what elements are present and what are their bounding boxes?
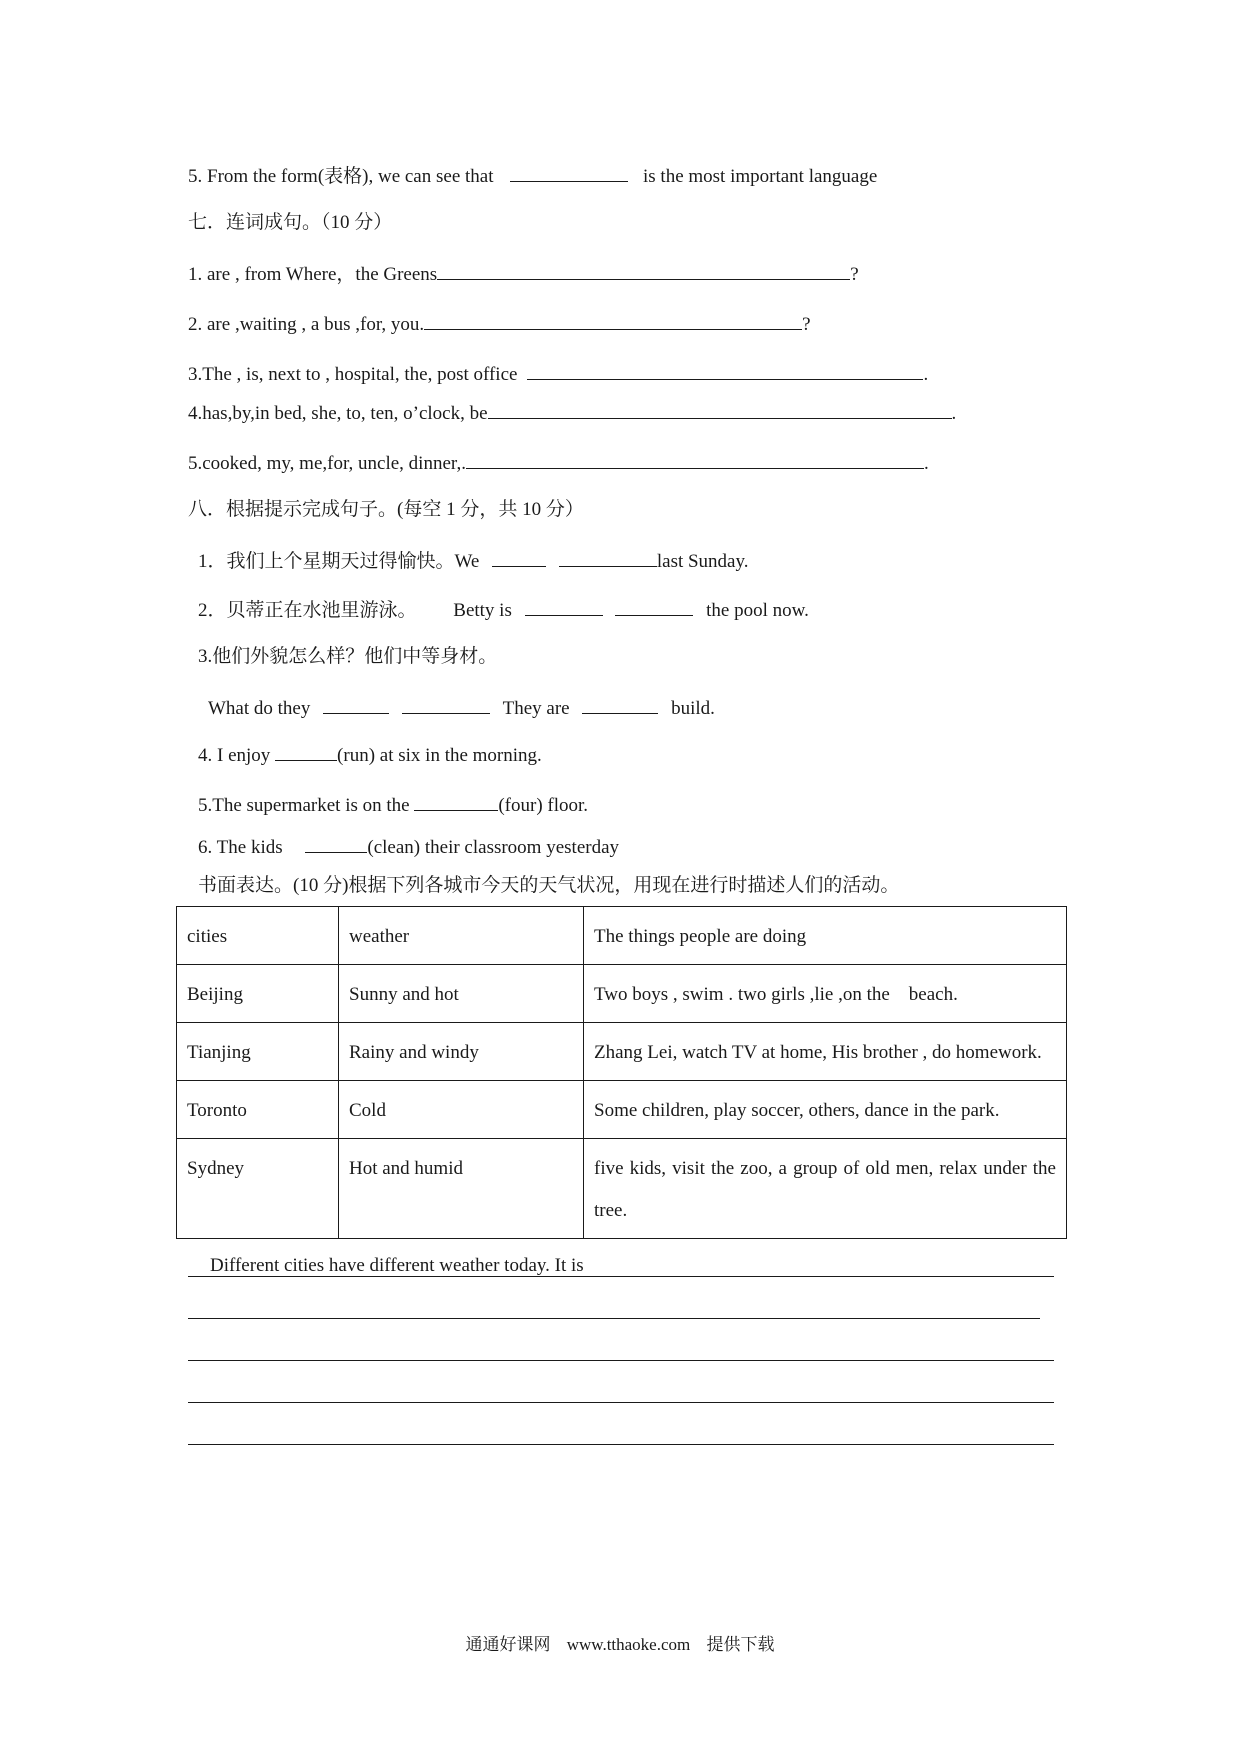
- answer-blank[interactable]: [510, 163, 628, 182]
- s8-item-3-cn: 3.他们外貌怎么样？他们中等身材。: [198, 646, 498, 667]
- s8-item-2: [198, 597, 809, 623]
- answer-blank[interactable]: [488, 400, 952, 419]
- table-row: [177, 965, 1067, 1023]
- s8-item-2-en-start: Betty is: [453, 600, 512, 621]
- s8-item-5: [198, 792, 588, 818]
- answer-blank[interactable]: [525, 597, 603, 616]
- writing-line-5[interactable]: [188, 1444, 1054, 1445]
- table-cell: Toronto: [177, 1081, 339, 1139]
- s8-item-4-pre: 4. I enjoy: [198, 745, 271, 766]
- s8-item-5-pre: 5.The supermarket is on the: [198, 795, 410, 816]
- answer-blank[interactable]: [437, 261, 850, 280]
- footer-site-name: 通通好课网: [465, 1635, 551, 1654]
- s7-item-4: [188, 400, 956, 426]
- s8-item-2-en-end: the pool now.: [706, 600, 809, 621]
- weather-table: [176, 906, 1067, 1239]
- q6-item-5: [188, 163, 877, 189]
- answer-blank[interactable]: [424, 311, 802, 330]
- s7-item-3-text: 3.The , is, next to , hospital, the, post office: [188, 364, 518, 385]
- writing-line-3[interactable]: [188, 1360, 1054, 1361]
- writing-line-4[interactable]: [188, 1402, 1054, 1403]
- s8-item-3-en: [208, 695, 715, 721]
- answer-blank[interactable]: [323, 695, 389, 714]
- s8-item-6-pre: 6. The kids: [198, 837, 283, 858]
- s7-item-2: [188, 311, 811, 337]
- s7-item-5: [188, 450, 929, 476]
- s8-item-6: [198, 834, 619, 860]
- s8-item-1-en-end: last Sunday.: [656, 551, 749, 572]
- writing-starter: Different cities have different weather today. It is: [210, 1255, 584, 1276]
- q6-item-5-post: is the most important language: [643, 166, 878, 187]
- s7-item-4-end: .: [951, 403, 957, 424]
- writing-line-1[interactable]: [188, 1254, 1054, 1277]
- table-row: [177, 1023, 1067, 1081]
- s7-item-4-text: 4.has,by,in bed, she, to, ten, o’clock, be: [188, 403, 488, 424]
- s8-item-2-cn: 2．贝蒂正在水池里游泳。: [198, 600, 417, 621]
- answer-blank[interactable]: [615, 597, 693, 616]
- table-cell: Beijing: [177, 965, 339, 1023]
- answer-blank[interactable]: [559, 548, 657, 567]
- table-cell: Zhang Lei, watch TV at home, His brother , do homework.: [584, 1023, 1067, 1081]
- s8-item-1: [198, 548, 749, 574]
- q6-item-5-pre: 5. From the form(表格), we can see that: [188, 166, 494, 187]
- table-header-cell: weather: [339, 907, 584, 965]
- s7-item-5-end: .: [923, 453, 929, 474]
- table-cell: Sunny and hot: [339, 965, 584, 1023]
- section-7-heading: 七．连词成句。（10 分）: [188, 212, 393, 233]
- table-header-row: [177, 907, 1067, 965]
- s8-item-5-post: (four) floor.: [498, 795, 589, 816]
- s8-item-4: [198, 742, 542, 768]
- s7-item-3-end: .: [923, 364, 929, 385]
- section-8-heading: 八．根据提示完成句子。(每空 1 分，共 10 分）: [188, 499, 584, 520]
- s7-item-1: [188, 261, 859, 287]
- s8-item-3-en-end: build.: [671, 698, 715, 719]
- table-header-cell: cities: [177, 907, 339, 965]
- table-cell: Hot and humid: [339, 1139, 584, 1239]
- answer-blank[interactable]: [466, 450, 924, 469]
- answer-blank[interactable]: [527, 361, 923, 380]
- table-cell: Cold: [339, 1081, 584, 1139]
- page-footer: [0, 1630, 1240, 1655]
- answer-blank[interactable]: [582, 695, 658, 714]
- answer-blank[interactable]: [492, 548, 546, 567]
- s8-item-1-cn: 1．我们上个星期天过得愉快。We: [198, 551, 480, 572]
- s7-item-2-end: ?: [802, 314, 811, 335]
- s7-item-1-text: 1. are , from Where，the Greens: [188, 264, 438, 285]
- table-cell: Some children, play soccer, others, dance in the park.: [584, 1081, 1067, 1139]
- table-cell: Tianjing: [177, 1023, 339, 1081]
- s8-item-6-post: (clean) their classroom yesterday: [367, 837, 620, 858]
- footer-note: 提供下载: [706, 1635, 775, 1654]
- answer-blank[interactable]: [275, 742, 337, 761]
- table-cell: Sydney: [177, 1139, 339, 1239]
- table-row: [177, 1081, 1067, 1139]
- s7-item-1-end: ?: [850, 264, 859, 285]
- s8-item-3-en-start: What do they: [208, 698, 311, 719]
- table-cell: Two boys , swim . two girls ,lie ,on the beach.: [584, 965, 1067, 1023]
- s7-item-3: [188, 361, 928, 387]
- s8-item-3-en-mid: They are: [502, 698, 570, 719]
- table-cell: Rainy and windy: [339, 1023, 584, 1081]
- table-cell: five kids, visit the zoo, a group of old men, relax under the tree.: [584, 1139, 1067, 1239]
- table-row: [177, 1139, 1067, 1239]
- s7-item-2-text: 2. are ,waiting , a bus ,for, you.: [188, 314, 425, 335]
- footer-url[interactable]: www.tthaoke.com: [566, 1635, 691, 1654]
- answer-blank[interactable]: [414, 792, 498, 811]
- answer-blank[interactable]: [305, 834, 367, 853]
- writing-heading: 书面表达。(10 分)根据下列各城市今天的天气状况，用现在进行时描述人们的活动。: [198, 875, 900, 896]
- s7-item-5-text: 5.cooked, my, me,for, uncle, dinner,.: [188, 453, 466, 474]
- s8-item-4-post: (run) at six in the morning.: [337, 745, 542, 766]
- table-header-cell: The things people are doing: [584, 907, 1067, 965]
- answer-blank[interactable]: [402, 695, 490, 714]
- writing-line-2[interactable]: [188, 1318, 1040, 1319]
